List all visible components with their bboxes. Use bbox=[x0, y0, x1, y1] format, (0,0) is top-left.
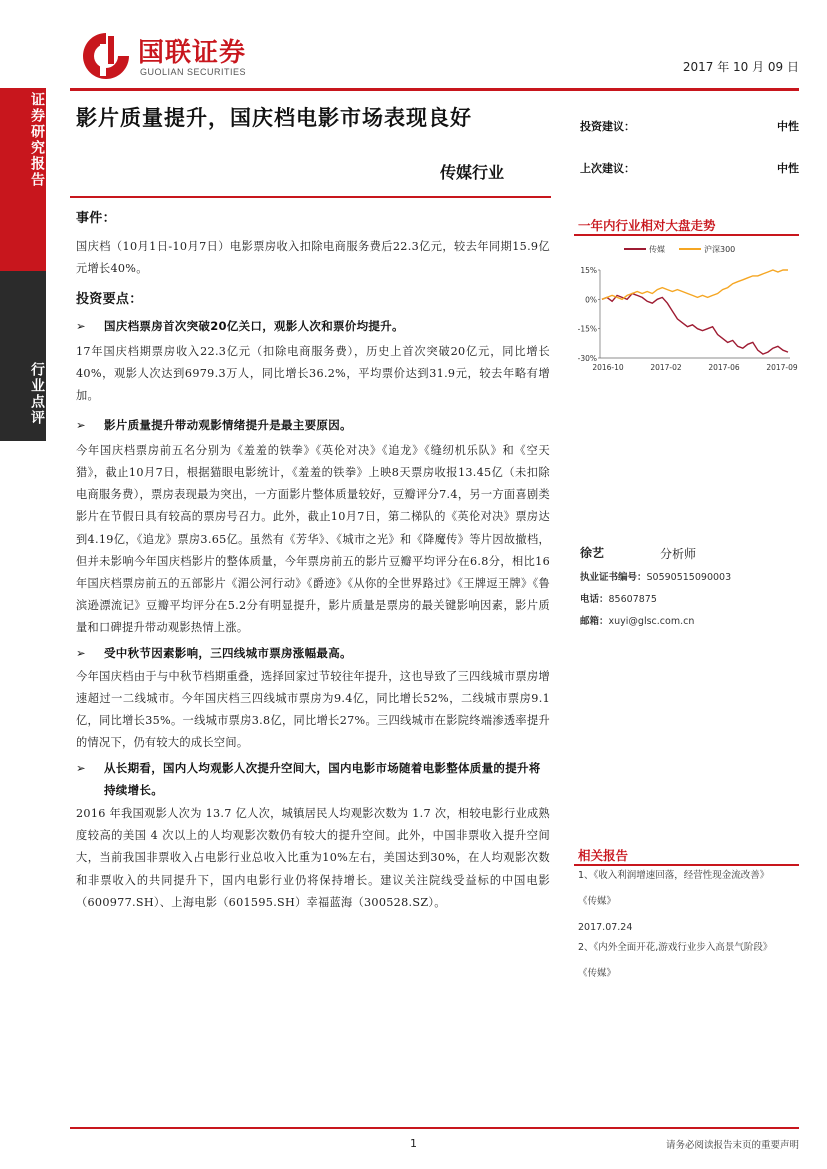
left-label-category: 行业点评 bbox=[29, 362, 45, 426]
chart-heading-rule bbox=[574, 234, 799, 236]
header-rule bbox=[70, 88, 799, 91]
industry-label: 传媒行业 bbox=[440, 163, 505, 182]
points-heading: 投资要点： bbox=[76, 291, 143, 307]
main-content bbox=[76, 208, 550, 914]
analyst-name: 徐艺 bbox=[580, 546, 605, 560]
legend-label-csi300: 沪深300 bbox=[704, 245, 736, 254]
rating-previous bbox=[580, 160, 799, 176]
point-4-text: 2016 年我国观影人次为 13.7 亿人次，城镇居民人均观影次数为 1.7 次，相较电影行业成熟度较高的美国 4 次以上的人均观影次数仍有较大的提升空间。此外，中国非票收入提升空间大，当前我国非票收入占电影行业总收入比重为10%左右，美国达到30%，在人均观影次数和非票收入的共同提升下，国内电影行业仍将保持增长。建议关注院线受益标的中国电影（600977.SH）、上海电影（601595.SH）幸福蓝海（300528.SZ）。 bbox=[76, 807, 550, 909]
rating-previous-label: 上次建议： bbox=[580, 162, 635, 175]
point-3-heading: ➢ 受中秋节因素影响，三四线城市票房涨幅最高。 bbox=[76, 642, 550, 664]
point-1-text: 17年国庆档期票房收入22.3亿元（扣除电商服务费），历史上首次突破20亿元，同比增长40%，观影人次达到6979.3万人，同比增长36.2%，平均票价达到31.9元，较去年略有增加。 bbox=[76, 345, 550, 403]
rating-previous-value: 中性 bbox=[777, 162, 799, 175]
y-tick-label: -30% bbox=[577, 354, 597, 363]
x-tick-label: 2017-06 bbox=[708, 363, 740, 372]
related-reports bbox=[578, 866, 799, 984]
left-label-report-type: 证券研究报告 bbox=[29, 92, 45, 188]
logo-text-en: GUOLIAN SECURITIES bbox=[140, 67, 247, 77]
legend-label-media: 传媒 bbox=[649, 245, 665, 254]
rating-current-value: 中性 bbox=[777, 120, 799, 133]
related-heading: 相关报告 bbox=[578, 848, 629, 863]
rating-current-label: 投资建议： bbox=[580, 120, 635, 133]
arrow-bullet-icon: ➢ bbox=[76, 318, 86, 333]
analyst-phone: 电话：85607875 bbox=[580, 594, 657, 605]
point-4-heading: ➢ 从长期看，国内人均观影人次提升空间大，国内电影市场随着电影整体质量的提升将持续增长。 bbox=[76, 757, 550, 801]
y-tick-label: 0% bbox=[585, 295, 597, 305]
related-item-1-source: 《传媒》 bbox=[578, 896, 617, 907]
rating-current bbox=[580, 118, 799, 134]
arrow-bullet-icon: ➢ bbox=[76, 760, 86, 775]
x-tick-label: 2017-09 bbox=[766, 363, 798, 372]
x-tick-label: 2016-10 bbox=[592, 363, 624, 372]
analyst-cert: 执业证书编号：S0590515090003 bbox=[580, 572, 732, 583]
logo-mark-icon bbox=[80, 30, 132, 82]
logo-text-cn: 国联证券 bbox=[138, 38, 247, 68]
chart-heading: 一年内行业相对大盘走势 bbox=[578, 218, 716, 233]
related-item-2-source: 《传媒》 bbox=[578, 968, 617, 979]
related-item-2-title[interactable]: 2、《内外全面开花,游戏行业步入高景气阶段》 bbox=[578, 942, 773, 953]
related-item-1-title[interactable]: 1、《收入利润增速回落，经营性现金流改善》 bbox=[578, 870, 770, 881]
arrow-bullet-icon: ➢ bbox=[76, 645, 86, 660]
point-1-heading: ➢ 国庆档票房首次突破20亿关口，观影人次和票价均提升。 bbox=[76, 315, 550, 337]
related-item-1-date: 2017.07.24 bbox=[578, 922, 633, 933]
arrow-bullet-icon: ➢ bbox=[76, 417, 86, 432]
analyst-block bbox=[580, 544, 799, 627]
analyst-email[interactable]: 邮箱：xuyi@glsc.com.cn bbox=[580, 616, 695, 627]
footer-disclaimer: 请务必阅读报告末页的重要声明 bbox=[665, 1140, 799, 1151]
series-line-csi300 bbox=[602, 270, 788, 299]
x-tick-label: 2017-02 bbox=[650, 363, 682, 372]
page-title: 影片质量提升，国庆档电影市场表现良好 bbox=[76, 106, 472, 130]
company-logo bbox=[80, 30, 300, 82]
analyst-role: 分析师 bbox=[660, 547, 697, 561]
point-2-text: 今年国庆档票房前五名分别为《羞羞的铁拳》《英伦对决》《追龙》《缝纫机乐队》和《空天猎》，截止10月7日，根据猫眼电影统计，《羞羞的铁拳》上映8天票房收报13.45亿（未扣除电商服务费），票房表现最为突出，一方面影片整体质量较好，豆瓣评分7.4，另一方面喜剧类影片在节假日具有较高的票房号召力。此外，截止10月7日，第二梯队的《英伦对决》票房达到4.19亿，《追龙》票房3.65亿。虽然有《芳华》、《城市之光》和《降魔传》等片因故撤档，但并未影响今年国庆档影片的整体质量，今年票房前五的影片豆瓣平均评分在6.8分，相比16年国庆档票房前五的五部影片《湄公河行动》《爵迹》《从你的全世界路过》《王牌逗王牌》《鲁滨逊漂流记》豆瓣平均评分在5.2分有明显提升，影片质量是票房的最关键影响因素，影片质量和口碑提升带动观影热情上涨。 bbox=[76, 443, 550, 635]
y-tick-label: -15% bbox=[577, 324, 597, 334]
report-date: 2017 年 10 月 09 日 bbox=[682, 60, 799, 74]
point-2-heading: ➢ 影片质量提升带动观影情绪提升是最主要原因。 bbox=[76, 414, 550, 436]
series-line-media bbox=[602, 294, 788, 355]
y-tick-label: 15% bbox=[580, 266, 597, 275]
event-heading: 事件： bbox=[76, 211, 116, 226]
title-rule bbox=[70, 196, 551, 198]
point-3-text: 今年国庆档由于与中秋节档期重叠，选择回家过节较往年提升，这也导致了三四线城市票房增速超过一二线城市。今年国庆档三四线城市票房为9.4亿，同比增长52%，二线城市票房9.1亿，同比增长35%。一线城市票房3.8亿，同比增长27%。三四线城市在影院终端渗透率提升的情况下，仍有较大的成长空间。 bbox=[76, 669, 550, 750]
relative-performance-chart bbox=[574, 238, 799, 378]
event-text: 国庆档（10月1日-10月7日）电影票房收入扣除电商服务费后22.3亿元，较去年同期15.9亿元增长40%。 bbox=[76, 240, 550, 276]
page-number: 1 bbox=[410, 1137, 417, 1150]
footer-rule bbox=[70, 1127, 799, 1129]
